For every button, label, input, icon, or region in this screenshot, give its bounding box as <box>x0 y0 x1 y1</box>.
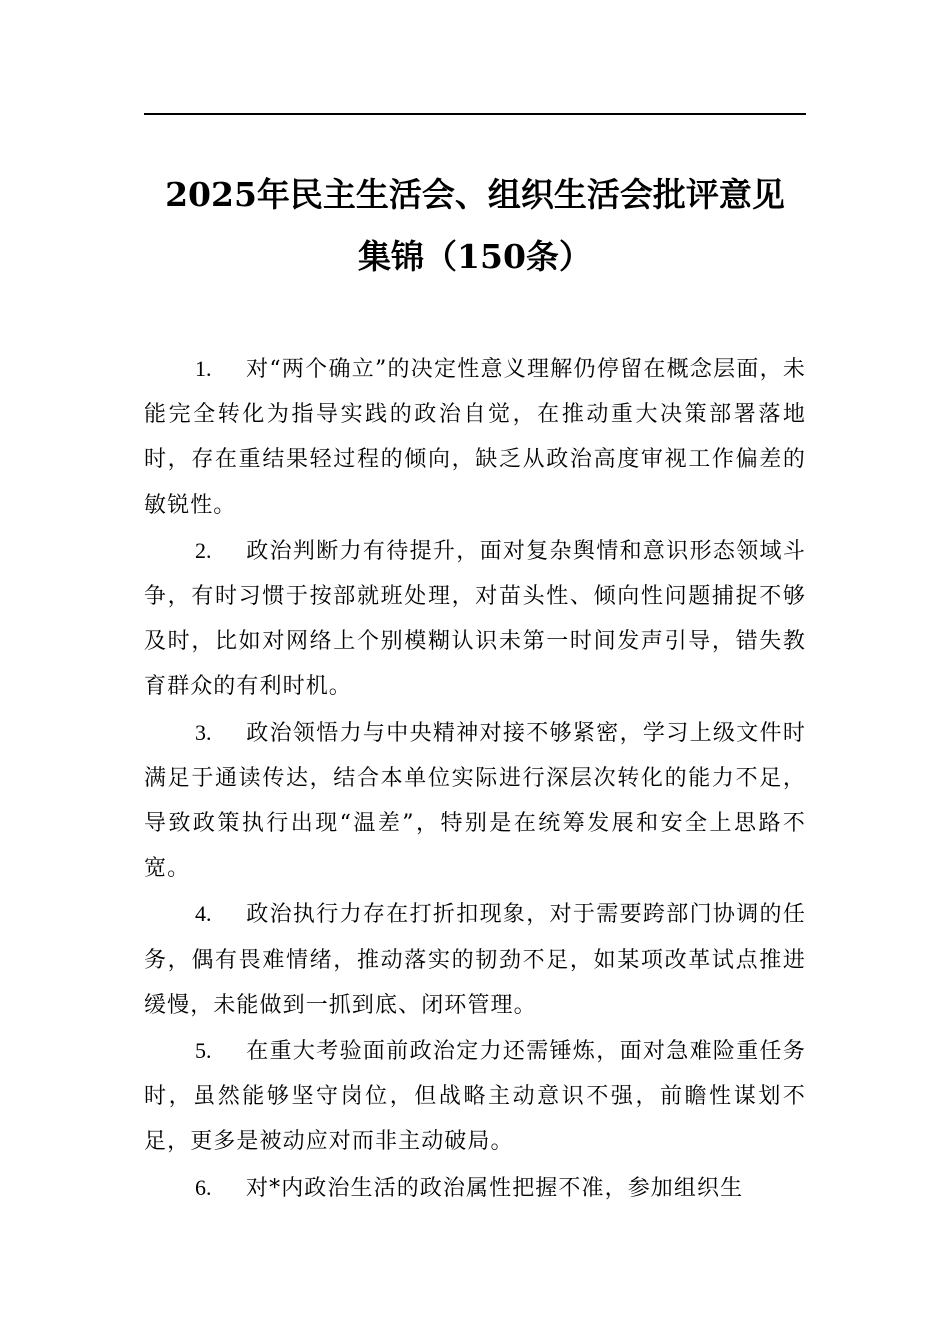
paragraph-2 <box>144 528 806 710</box>
paragraph-number: 5. <box>195 1038 212 1064</box>
paragraph-text: 政治领悟力与中央精神对接不够紧密，学习上级文件时满足于通读传达，结合本单位实际进行深层次转化的能力不足，导致政策执行出现“温差”，特别是在统筹发展和安全上思路不宽。 <box>144 720 806 882</box>
title-line-2: 集锦（150条） <box>358 237 592 276</box>
paragraph-text: 对“两个确立”的决定性意义理解仍停留在概念层面，未能完全转化为指导实践的政治自觉，在推动重大决策部署落地时，存在重结果轻过程的倾向，缺乏从政治高度审视工作偏差的敏锐性。 <box>144 357 806 518</box>
paragraph-text: 政治执行力存在打折扣现象，对于需要跨部门协调的任务，偶有畏难情绪，推动落实的韧劲不足，如某项改革试点推进缓慢，未能做到一抓到底、闭环管理。 <box>144 902 806 1018</box>
title-line-1: 2025年民主生活会、组织生活会批评意见 <box>165 175 785 214</box>
paragraph-number: 3. <box>195 719 212 745</box>
header-rule <box>144 113 806 115</box>
document-title <box>144 164 806 288</box>
paragraph-5 <box>144 1028 806 1165</box>
paragraph-text: 在重大考验面前政治定力还需锤炼，面对急难险重任务时，虽然能够坚守岗位，但战略主动意识不强，前瞻性谋划不足，更多是被动应对而非主动破局。 <box>144 1039 806 1155</box>
document-body <box>144 346 806 1211</box>
paragraph-text: 政治判断力有待提升，面对复杂舆情和意识形态领域斗争，有时习惯于按部就班处理，对苗头性、倾向性问题捕捉不够及时，比如对网络上个别模糊认识未第一时间发声引导，错失教育群众的有利时机。 <box>144 538 806 700</box>
paragraph-text: 对*内政治生活的政治属性把握不准，参加组织生 <box>246 1175 744 1201</box>
paragraph-4 <box>144 891 806 1028</box>
paragraph-number: 1. <box>195 356 212 381</box>
paragraph-number: 6. <box>195 1174 212 1200</box>
paragraph-3 <box>144 710 806 892</box>
paragraph-1 <box>144 346 806 528</box>
paragraph-6 <box>144 1165 806 1211</box>
paragraph-number: 2. <box>195 537 212 563</box>
paragraph-number: 4. <box>195 901 212 927</box>
